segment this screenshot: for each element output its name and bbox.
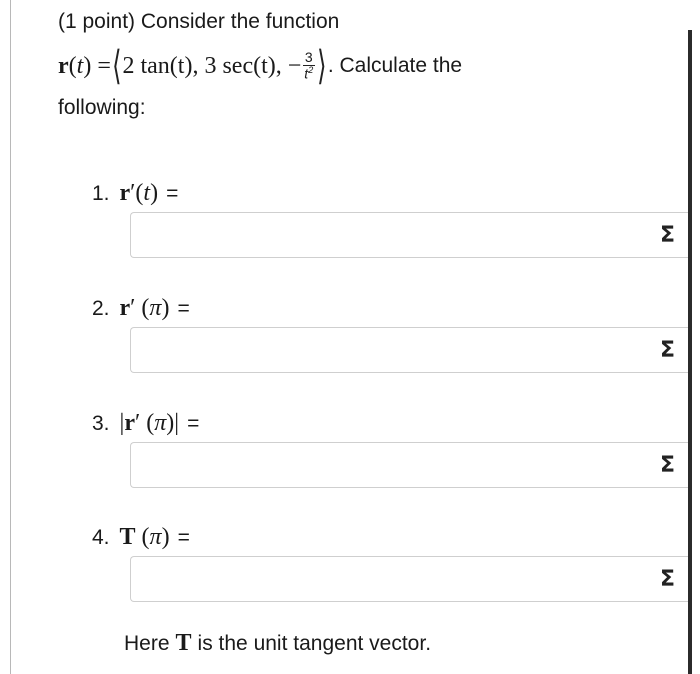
fraction-numerator: 3	[304, 49, 313, 66]
item-1-expr: r′(t)	[119, 180, 159, 206]
sigma-icon-1[interactable]: Σ	[660, 223, 676, 248]
answer-box-1[interactable]	[130, 212, 688, 258]
sigma-icon-4[interactable]: Σ	[660, 567, 676, 592]
answer-input-1[interactable]	[131, 213, 688, 257]
problem-after: . Calculate the	[327, 54, 463, 77]
answer-input-3[interactable]	[131, 443, 688, 487]
left-border	[10, 0, 11, 674]
component-3-fraction	[302, 50, 315, 81]
answer-box-2[interactable]	[130, 327, 688, 373]
item-3-label: 3. |r′ (π)| =	[92, 410, 200, 436]
sigma-icon-2[interactable]: Σ	[660, 338, 676, 363]
fraction-denominator: $t^2$	[304, 65, 314, 82]
problem-following: following:	[58, 96, 146, 119]
footnote: Here T is the unit tangent vector.	[124, 630, 432, 656]
left-angle-bracket: ⟨	[111, 44, 122, 88]
answer-input-4[interactable]	[131, 557, 688, 601]
item-2-label: 2. r′ (π) =	[92, 295, 190, 321]
item-4-label: 4. T (π) =	[92, 524, 190, 550]
problem-intro: (1 point) Consider the function	[58, 10, 340, 33]
item-3-expr: |r′ (π)|	[119, 410, 180, 436]
component-3-sign: −	[287, 52, 302, 79]
item-2-expr: r′ (π)	[119, 295, 170, 321]
unit-tangent-symbol: T	[175, 630, 192, 656]
answer-box-3[interactable]	[130, 442, 688, 488]
answer-input-2[interactable]	[131, 328, 688, 372]
right-angle-bracket: ⟩	[317, 44, 327, 88]
function-definition: r(t) = ⟨ 2 tan(t) , 3 sec(t) , − $\frac{3}{t^2}$ ⟩ . Calculate the	[58, 44, 463, 88]
item-4-expr: T (π)	[119, 524, 170, 550]
function-lhs: r(t) =	[58, 52, 111, 79]
component-2: 3 sec(t)	[204, 52, 276, 79]
right-scrollbar[interactable]	[688, 30, 692, 674]
component-1: 2 tan(t)	[122, 52, 193, 79]
item-1-label: 1. r′(t) =	[92, 180, 179, 206]
sigma-icon-3[interactable]: Σ	[660, 453, 676, 478]
answer-box-4[interactable]	[130, 556, 688, 602]
